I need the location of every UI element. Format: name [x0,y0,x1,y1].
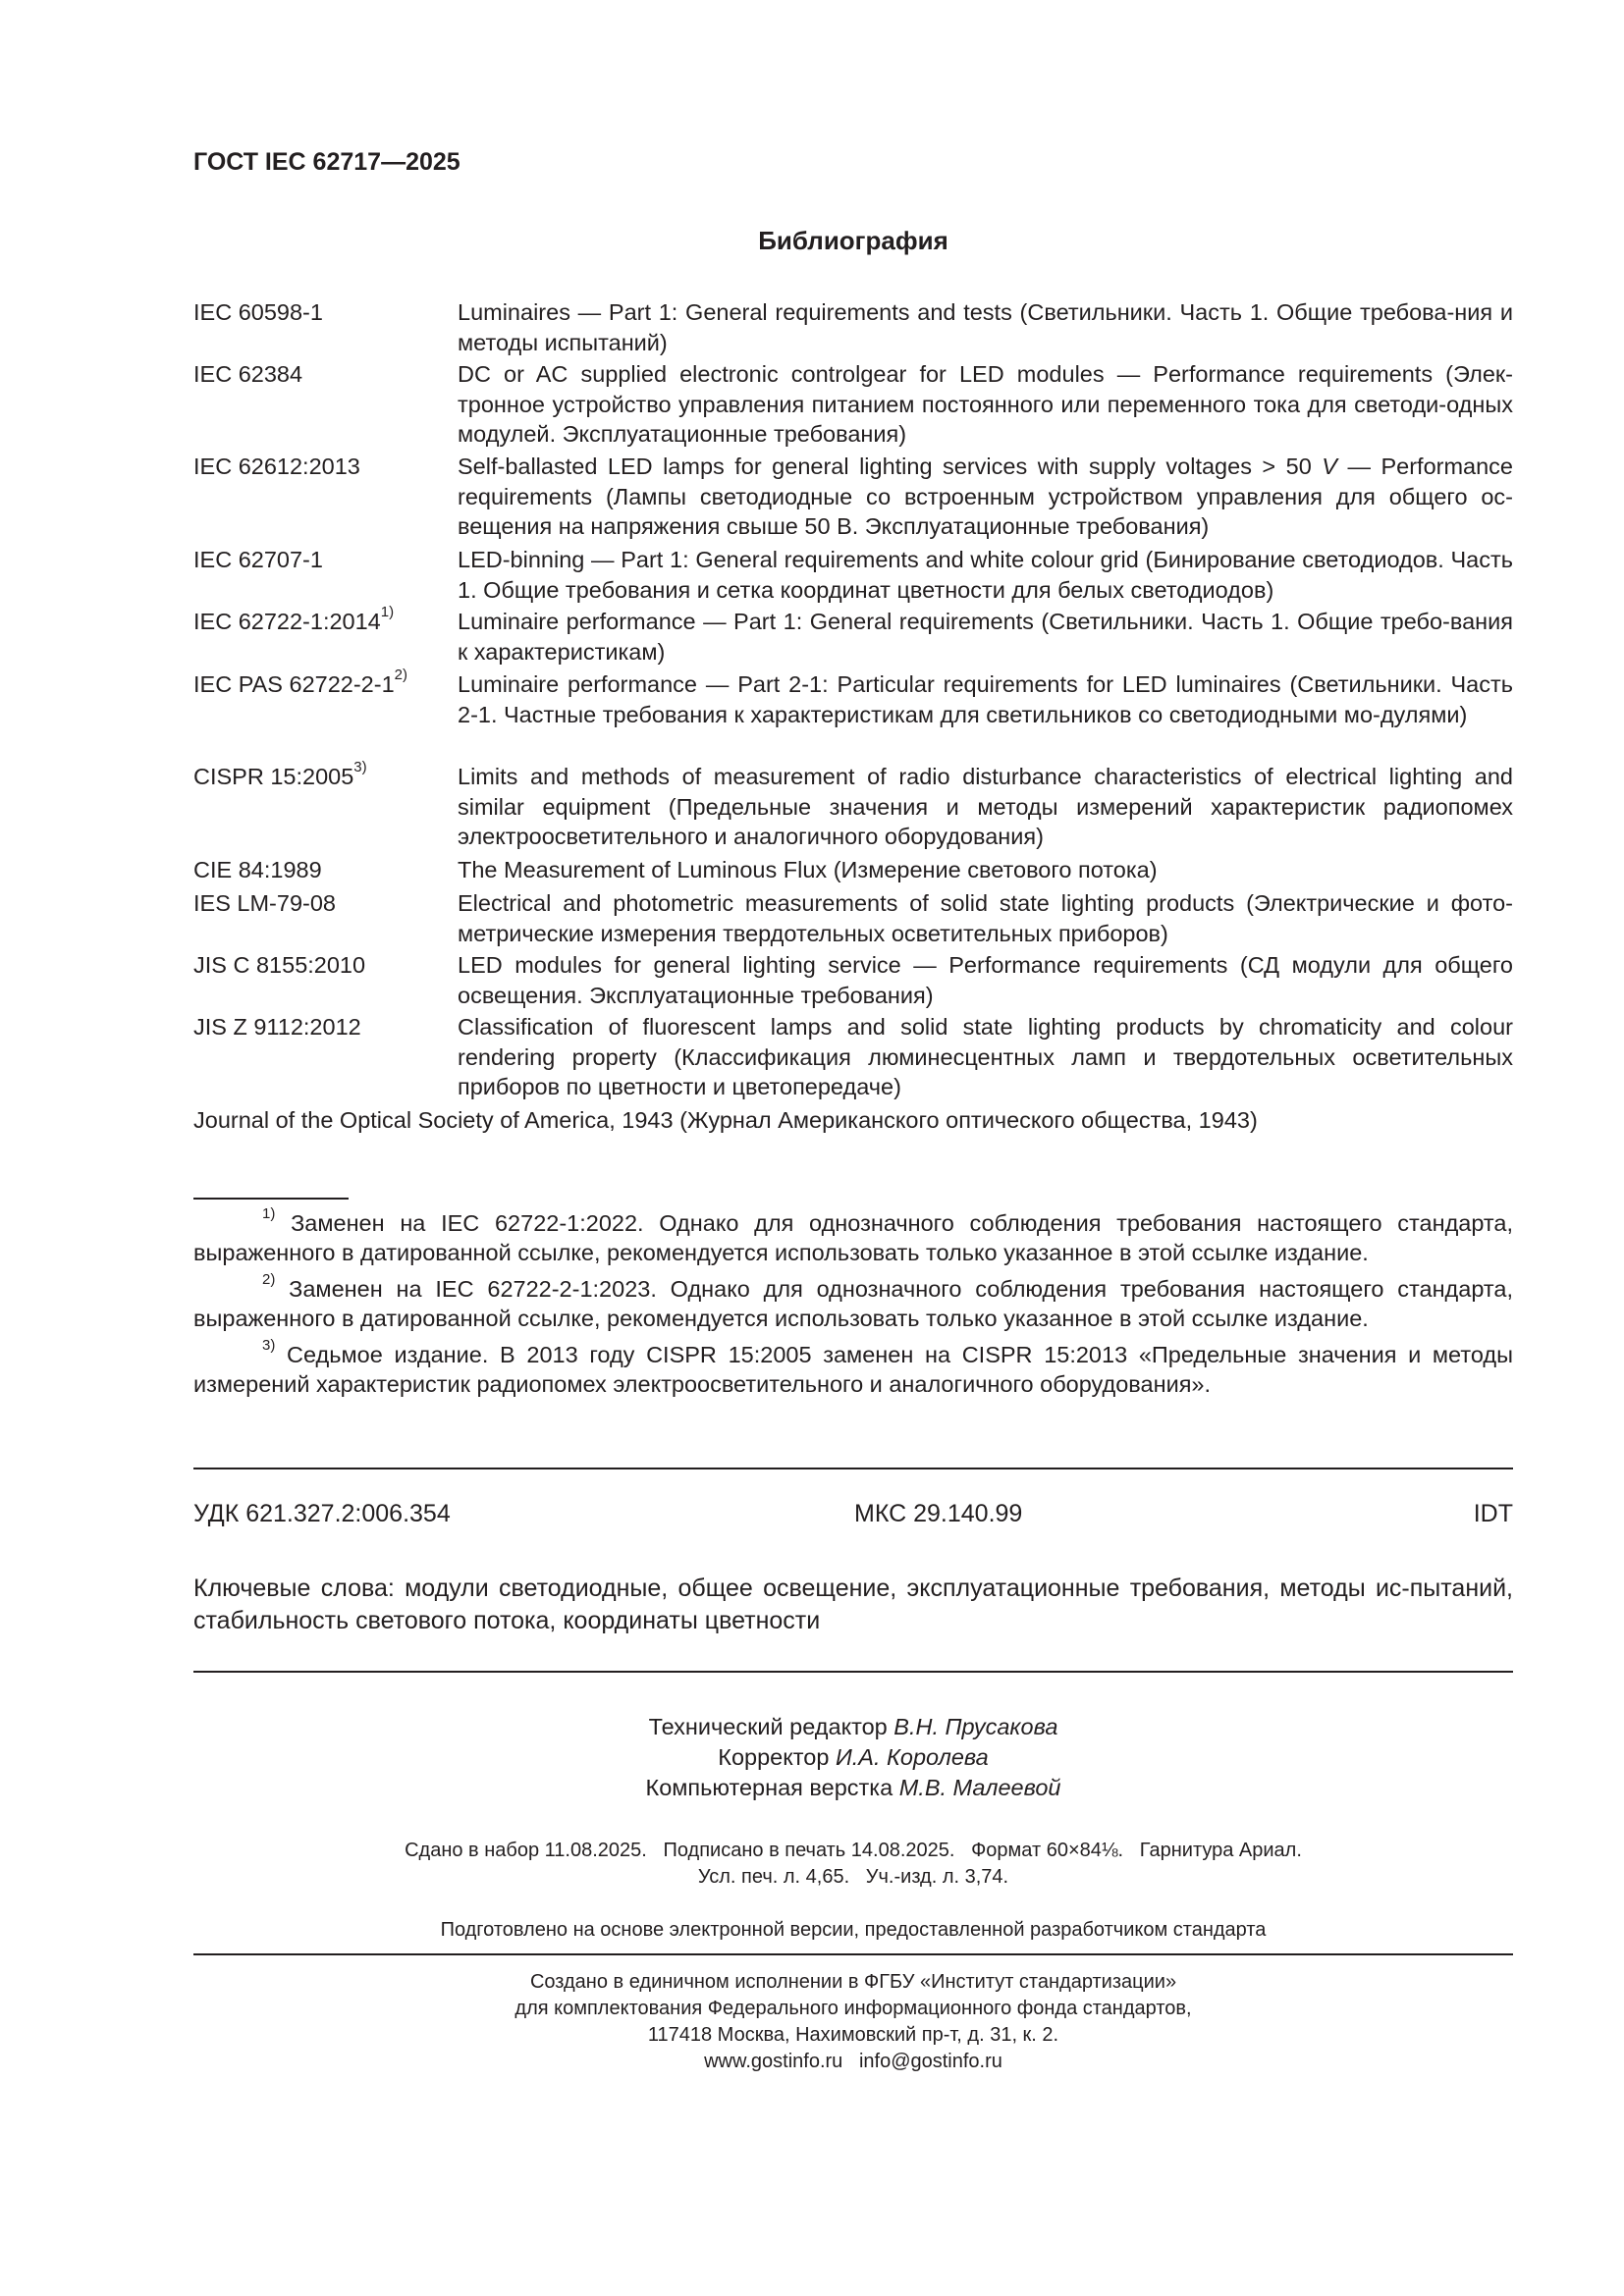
bib-code-text: CISPR 15:2005 [193,764,354,789]
bib-description: Limits and methods of measurement of radio disturbance characteristics of electrical lighting and similar equipment (Предельные значения и методы измерений характеристик радиопомех электроосветительного и аналогичного оборудования) [458,764,1513,849]
footnote [193,1271,1513,1333]
bib-description-part: Self-ballasted LED lamps for general lighting services with supply voltages > 50 [458,454,1323,479]
udk-code: УДК 621.327.2:006.354 [193,1500,451,1527]
credit-name: В.Н. Прусакова [893,1714,1058,1739]
bib-code: IES LM-79-08 [193,890,336,916]
publisher-line: Создано в единичном исполнении в ФГБУ «Институт стандартизации» [529,1971,1177,1993]
credit-role: Компьютерная верстка [645,1775,893,1800]
print-info: Усл. печ. л. 4,65. Уч.-изд. л. 3,74. [697,1866,1009,1888]
bib-description: DC or AC supplied electronic controlgear for LED modules — Performance requirements (Элек-тронное устройство управления питанием постоянного или переменного тока для светоди-одных модулей. Эксплуатационные требования) [458,361,1513,447]
credit-name: И.А. Королева [835,1744,989,1770]
mks-code: МКС 29.140.99 [854,1500,1023,1527]
footnote-mark: 2) [262,1271,276,1288]
bib-description-part: — Performance requirements (Лампы светодиодные со встроенным устройством управления для общего ос-вещения на напряжения свыше 50 В. Эксплуатационные требования) [458,454,1513,539]
bib-code: IEC 62612:2013 [193,454,360,479]
footnote [193,1205,1513,1267]
footnote-separator [193,1198,349,1200]
bib-journal: Journal of the Optical Society of America, 1943 (Журнал Американского оптического общества, 1943) [193,1107,1258,1133]
bib-code: JIS Z 9112:2012 [193,1014,361,1040]
bib-code-text: IEC PAS 62722-2-1 [193,671,395,697]
section-title: Библиография [758,226,948,255]
credit-name: М.В. Малеевой [898,1775,1061,1800]
footnote-text: Заменен на IEC 62722-2-1:2023. Однако для однозначного соблюдения требования настоящего стандарта, выраженного в датированной ссылке, рекомендуется использовать только указанное в этой ссылке издание. [193,1276,1513,1331]
bib-code: IEC 62384 [193,361,303,387]
bib-code: IEC 62707-1 [193,547,323,572]
bib-description: Electrical and photometric measurements of solid state lighting products (Электрические и фото-метрические измерения твердотельных осветительных приборов) [458,890,1513,946]
bib-code: JIS C 8155:2010 [193,952,366,978]
prepared-note: Подготовлено на основе электронной версии, предоставленной разработчиком стандарта [440,1919,1267,1941]
bib-code: IEC 60598-1 [193,299,323,325]
bib-code-text: IEC 62722-1:2014 [193,609,381,634]
footnote-text: Заменен на IEC 62722-1:2022. Однако для однозначного соблюдения требования настоящего стандарта, выраженного в датированной ссылке, рекомендуется использовать только указанное в этой ссылке издание. [193,1210,1513,1265]
bib-description-italic: V [1322,454,1337,479]
bib-description: Luminaires — Part 1: General requirements and tests (Светильники. Часть 1. Общие требова-ния и методы испытаний) [458,299,1513,355]
bib-description: Classification of fluorescent lamps and solid state lighting products by chromaticity and colour rendering property (Классификация люминесцентных ламп и твердотельных осветительных приборов по цветности и цветопередаче) [458,1014,1513,1099]
footnote-ref: 3) [353,759,367,775]
bib-description: Luminaire performance — Part 2-1: Particular requirements for LED luminaires (Светильники. Часть 2-1. Частные требования к характеристикам для светильников со светодиодными мо-дулями) [458,671,1513,727]
bib-description: Luminaire performance — Part 1: General requirements (Светильники. Часть 1. Общие требо-вания к характеристикам) [458,609,1513,665]
bib-code [193,759,367,792]
credit-line [0,1742,1624,1773]
footnote [193,1337,1514,1399]
footnote-ref: 1) [380,604,395,620]
bib-description: The Measurement of Luminous Flux (Измерение светового потока) [458,857,1158,882]
footnote-mark: 1) [262,1205,276,1222]
publisher-line: www.gostinfo.ru info@gostinfo.ru [704,2051,1002,2072]
divider [193,1953,1513,1955]
divider [193,1468,1513,1469]
footnote-mark: 3) [262,1337,276,1354]
credit-role: Технический редактор [648,1714,888,1739]
footnote-ref: 2) [394,667,407,683]
credit-line [0,1712,1624,1742]
keywords: Ключевые слова: модули светодиодные, общее освещение, эксплуатационные требования, методы ис-пытаний, стабильность светового потока, координаты цветности [193,1575,1513,1634]
bib-description: LED modules for general lighting service — Performance requirements (СД модули для общего освещения. Эксплуатационные требования) [458,952,1513,1008]
bib-code [193,669,407,700]
publisher-line: 117418 Москва, Нахимовский пр-т, д. 31, к. 2. [647,2024,1059,2046]
divider [193,1671,1513,1673]
publisher-line: для комплектования Федерального информационного фонда стандартов, [514,1998,1192,2019]
footnote-text: Седьмое издание. В 2013 году CISPR 15:2005 заменен на CISPR 15:2013 «Предельные значения и методы измерений характеристик радиопомех электроосветительного и аналогичного оборудования». [193,1342,1514,1397]
bib-code [193,604,395,637]
credit-role: Корректор [718,1744,830,1770]
credit-line [0,1773,1624,1803]
bib-code: CIE 84:1989 [193,857,322,882]
bib-description: LED-binning — Part 1: General requirements and white colour grid (Бинирование светодиодов. Часть 1. Общие требования и сетка координат цветности для белых светодиодов) [458,547,1513,603]
print-info: Сдано в набор 11.08.2025. Подписано в печать 14.08.2025. Формат 60×84⅛. Гарнитура Ариал. [405,1840,1302,1861]
idt-mark: IDT [1473,1500,1513,1527]
bib-description [458,452,1513,542]
document-header: ГОСТ IEC 62717—2025 [193,148,460,176]
